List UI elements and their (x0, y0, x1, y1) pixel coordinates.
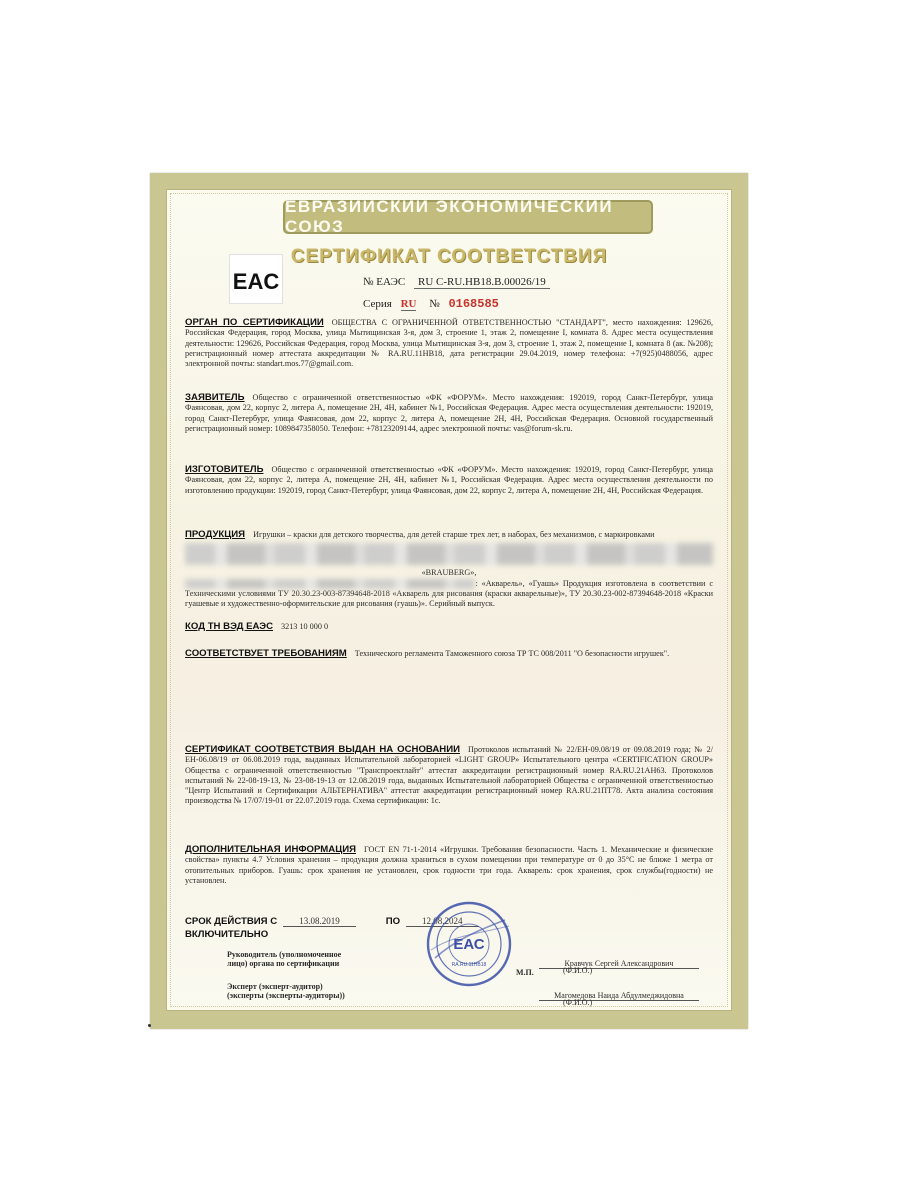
series-value: RU (400, 298, 417, 310)
registration-row (363, 276, 550, 288)
head-role-line2: лицо) органа по сертификации (227, 959, 340, 968)
requirements-label: СООТВЕТСТВУЕТ ТРЕБОВАНИЯМ (185, 648, 347, 659)
official-stamp-icon (425, 900, 513, 988)
form-number: 0168585 (448, 297, 499, 311)
eac-logo-text: EAC (232, 269, 280, 294)
section-manufacturer (185, 465, 713, 496)
stamp-mp (516, 968, 534, 977)
fio-hint-2: (Ф.И.О.) (563, 998, 593, 1007)
section-product (185, 530, 713, 609)
redacted-block (185, 543, 713, 565)
expert-role-line2: (эксперты (эксперты-аудиторы)) (227, 991, 345, 1000)
stamp-reg-text: RA.RU.11НВ18 (451, 962, 487, 968)
section-requirements (185, 649, 713, 659)
section-basis (185, 745, 713, 807)
basis-text: Протоколов испытаний № 22/ЕН-09.08/19 от 09.08.2019 года; № 2/ЕН-06.08/19 от 06.08.2019 года, выданных Испытательной лабораторией «LIGHT GROUP» Испытательного центра «CERTIFICATION GROUP» Общества с ограниченной ответственностью "Транспроектлайт" аттестат аккредитации регистрационный номер RA.RU.21АН63. Протоколов испытаний № 22-08-19-13, № 23-08-19-13 от 12.08.2019 года, выданных Испытательной лабораторией Общества с ограниченной ответственностью "Центр Испытаний и Сертификации АЛЬТЕРНАТИВА" аттестат аккредитации регистрационный номер RA.RU.21ПТ78. Акта анализа состояния производства № 17/07/19-01 от 22.07.2019 года. Схема сертификации: 1с. (185, 745, 713, 806)
fio-hint-expert (563, 998, 592, 1007)
certificate-page (150, 173, 748, 1029)
applicant-label: ЗАЯВИТЕЛЬ (185, 392, 245, 403)
requirements-text: Технического регламента Таможенного союза ТР ТС 008/2011 "О безопасности игрушек". (354, 649, 670, 658)
product-label: ПРОДУКЦИЯ (185, 529, 246, 540)
validity-inclusive: ВКЛЮЧИТЕЛЬНО (185, 929, 269, 940)
reg-number: RU C-RU.НВ18.В.00026/19 (414, 276, 550, 289)
validity-to-date: 12.08.2024 (406, 916, 479, 927)
corner-dot (148, 1024, 151, 1027)
manufacturer-text: Общество с ограниченной ответственностью «ФК «ФОРУМ». Место нахождения: 192019, город Санкт-Петербург, улица Фаянсовая, дом 22, корпус 2, литера А, помещение 2Н, 4Н, кабинет №1, Российская Федерация. Адрес места осуществления деятельности по изготовлению продукции: 192019, город Санкт-Петербург, улица Фаянсовая, дом 22, корпус 2, литера А, помещение 2Н, 4Н, Российская Федерация. (185, 465, 713, 495)
product-brand: «BRAUBERG», (421, 568, 477, 578)
expert-role (227, 982, 367, 1000)
head-role (227, 950, 367, 968)
additional-text: ГОСТ EN 71-1-2014 «Игрушки. Требования безопасности. Часть 1. Механические и физические свойства» пункты 4.7 Условия хранения – продукция должна храниться в сухом помещении при температуре от 0 до 35°С не ближе 1 метра от отопительных приборов. Гуашь: срок хранения не установлен, срок годности три года. Акварель: срок хранения, срок службы(годности) не установлен. (185, 845, 713, 885)
applicant-text: Общество с ограниченной ответственностью «ФК «ФОРУМ». Место нахождения: 192019, город Санкт-Петербург, улица Фаянсовая, дом 22, корпус 2, литера А, помещение 2Н, 4Н, кабинет №1, Российская Федерация. Адрес места осуществления деятельности: 192019, город Санкт-Петербург, улица Фаянсовая, дом 22, корпус 2, литера А, помещение 2Н, 4Н, Российская Федерация. Основной государственный регистрационный номер: 1089847358050. Телефон: +78123209144, адрес электронной почты: vas@forum-sk.ru. (185, 393, 713, 433)
additional-label: ДОПОЛНИТЕЛЬНАЯ ИНФОРМАЦИЯ (185, 844, 357, 855)
fio-hint-head (563, 966, 592, 975)
union-title: ЕВРАЗИЙСКИЙ ЭКОНОМИЧЕСКИЙ СОЮЗ (285, 197, 614, 236)
series-row (363, 297, 499, 311)
fio-hint-1: (Ф.И.О.) (563, 966, 593, 975)
tnved-value: 3213 10 000 0 (281, 622, 329, 631)
stamp-eac-text: ЕАС (453, 936, 485, 953)
section-tnved (185, 622, 713, 632)
eac-logo-icon (229, 254, 283, 304)
section-organ (185, 318, 713, 369)
number-label: № (429, 298, 440, 310)
certificate-title: СЕРТИФИКАТ СООТВЕТСТВИЯ (290, 246, 608, 267)
validity-from-date: 13.08.2019 (283, 916, 356, 927)
head-role-line1: Руководитель (уполномоченное (227, 950, 342, 959)
expert-name: Магомедова Наида Абдулмеджидовна (539, 991, 699, 1001)
reg-label: № ЕАЭС (363, 276, 406, 288)
section-additional (185, 845, 713, 886)
validity-to-label: ПО (385, 916, 401, 927)
union-banner (283, 197, 653, 236)
validity-from-label: СРОК ДЕЙСТВИЯ С (185, 916, 278, 927)
tnved-label: КОД ТН ВЭД ЕАЭС (185, 621, 274, 632)
product-intro: Игрушки – краски для детского творчества, для детей старше трех лет, в наборах, без механизмов, с маркировками (253, 530, 655, 539)
certificate-inner (166, 189, 732, 1011)
series-label: Серия (363, 298, 392, 310)
redacted-inline (185, 579, 475, 589)
organ-text: ОБЩЕСТВА С ОГРАНИЧЕННОЙ ОТВЕТСТВЕННОСТЬЮ "СТАНДАРТ", место нахождения: 129626, Российская Федерация, город Москва, улица Мытищинская 3-я, дом 3, строение 1, этаж 2, помещение I, комната 8. Адрес места осуществления деятельности: 129626, Российская Федерация, город Москва, улица Мытищинская 3-я, дом 3, строение 1, этаж 2, помещение I, комната 8 (ак. №208); регистрационный номер аттестата аккредитации № RA.RU.11НВ18, дата регистрации 29.04.2019, номер телефона: +7(925)0488056, адрес электронной почты: standart.mos.77@gmail.com. (185, 318, 714, 369)
organ-label: ОРГАН ПО СЕРТИФИКАЦИИ (185, 317, 324, 328)
mp-label: М.П. (516, 968, 534, 977)
expert-role-line1: Эксперт (эксперт-аудитор) (227, 982, 323, 991)
basis-label: СЕРТИФИКАТ СООТВЕТСТВИЯ ВЫДАН НА ОСНОВАНИИ (185, 744, 460, 755)
head-name: Кравчук Сергей Александрович (539, 959, 699, 969)
manufacturer-label: ИЗГОТОВИТЕЛЬ (185, 464, 264, 475)
product-text: : «Акварель», «Гуашь» Продукция изготовлена в соответствии с Техническими условиями ТУ 20.30.23-003-87394648-2018 «Акварель для рисования (краски акварельные)», ТУ 20.30.23-002-87394648-2018 «Краски гуашевые и художественно-оформительские для рисования (гуашь)». Серийный выпуск. (185, 578, 713, 609)
section-applicant (185, 393, 713, 434)
